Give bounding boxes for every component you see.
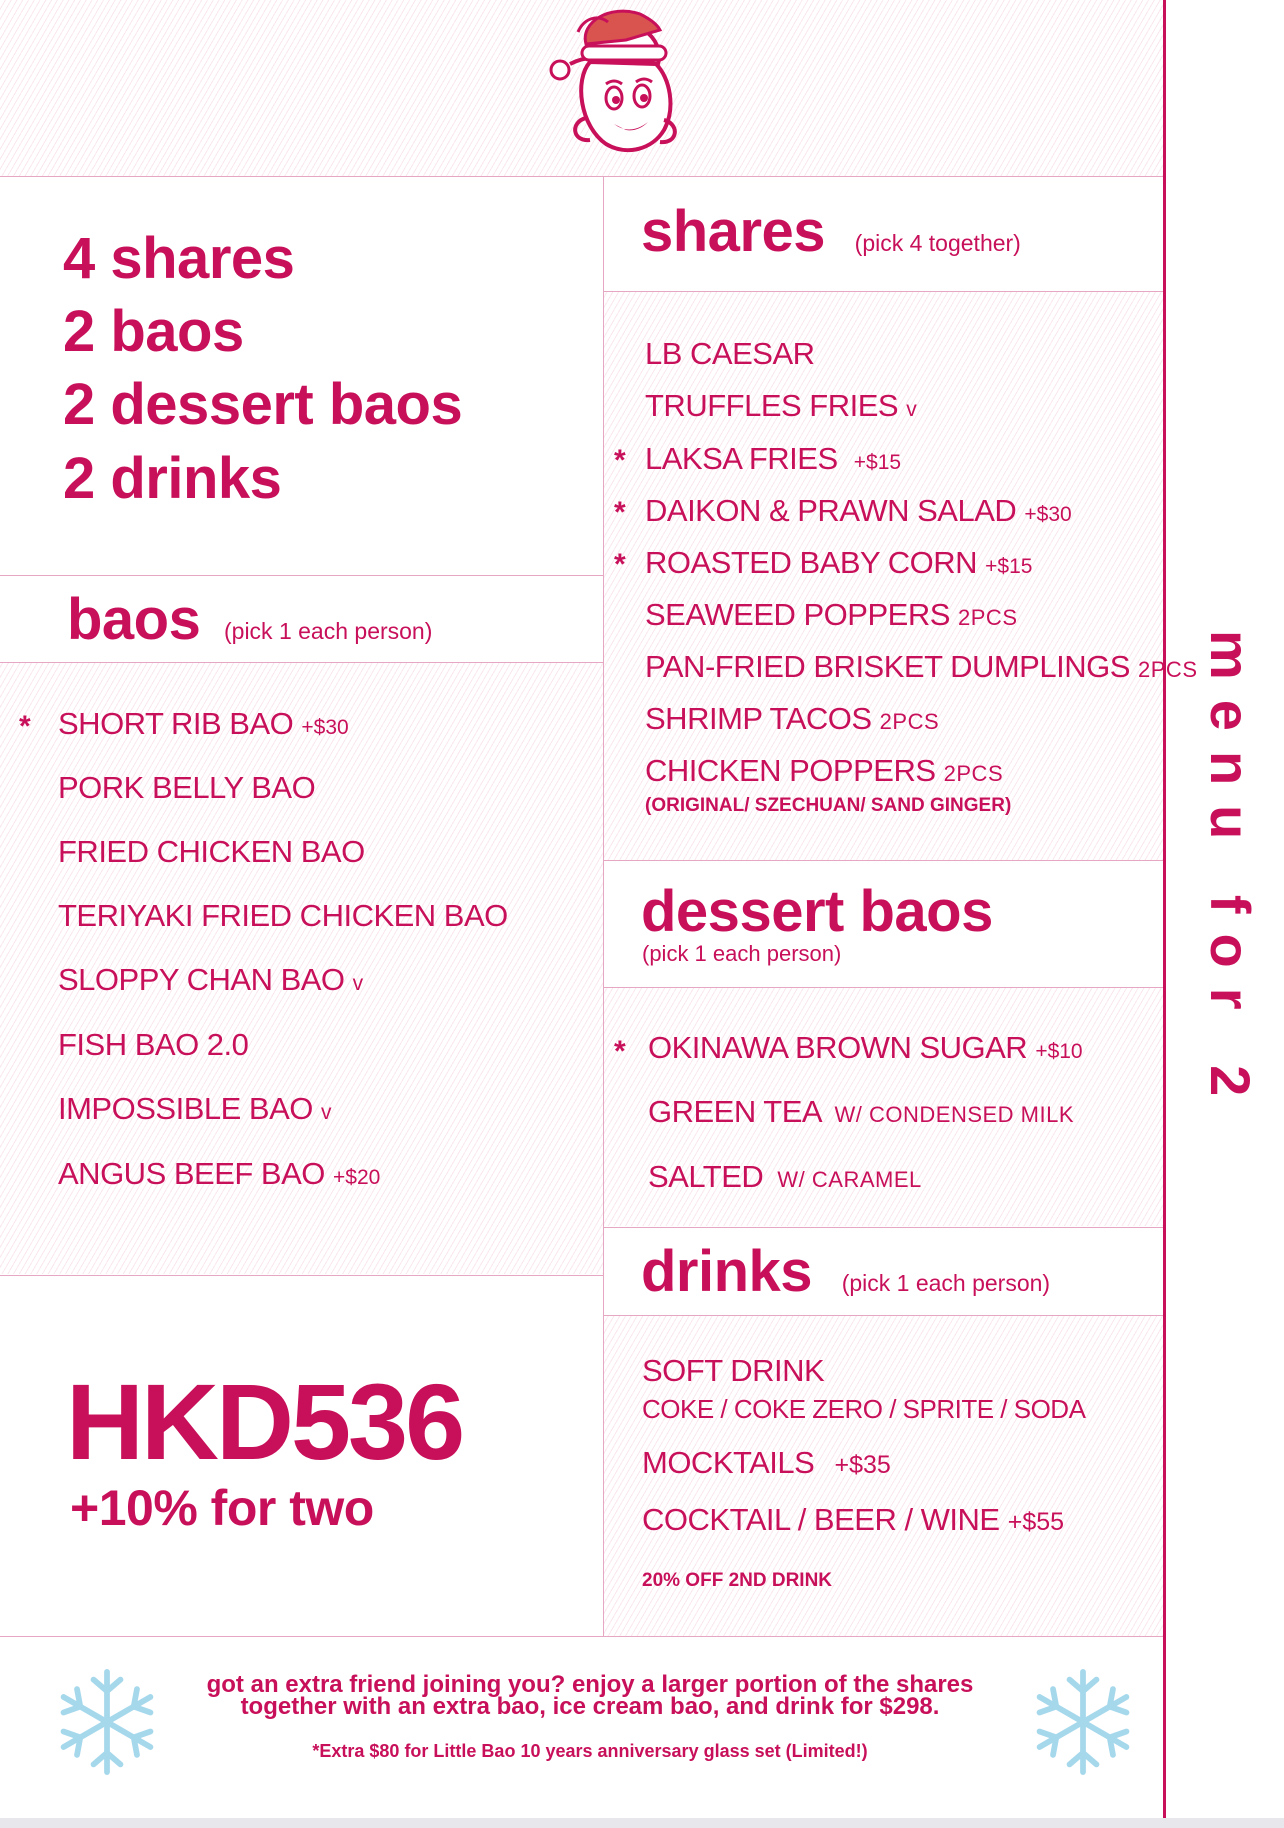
item-extra: +$55 (1007, 1508, 1065, 1536)
item-name: SALTED (648, 1159, 764, 1194)
menu-item (58, 1091, 332, 1127)
menu-item (645, 701, 939, 737)
menu-item (58, 706, 349, 742)
divider (603, 176, 604, 1636)
item-extra: v (906, 398, 917, 421)
item-extra: v (352, 972, 364, 995)
menu-item (645, 597, 1018, 633)
mascot-logo (540, 0, 690, 160)
star-marker: * (614, 548, 626, 581)
summary-drinks: 2 drinks (63, 446, 282, 511)
star-marker: * (614, 496, 626, 529)
menu-item (645, 493, 1072, 529)
menu-item (58, 1156, 380, 1192)
dessert-title: dessert baos (641, 879, 993, 944)
item-name: TRUFFLES FRIES (645, 388, 899, 423)
item-extra: 2PCS (879, 709, 940, 734)
menu-item (645, 441, 901, 477)
item-name: SHRIMP TACOS (645, 701, 872, 736)
baos-title: baos (67, 587, 201, 652)
item-name: ROASTED BABY CORN (645, 545, 978, 580)
menu-item (58, 834, 365, 870)
baos-note: (pick 1 each person) (224, 618, 433, 644)
divider (604, 1315, 1163, 1316)
shares-title: shares (641, 199, 826, 264)
drinks-title: drinks (641, 1239, 813, 1304)
item-name: DAIKON & PRAWN SALAD (645, 493, 1017, 528)
menu-item (642, 1445, 891, 1481)
item-name: MOCKTAILS (642, 1445, 815, 1480)
menu-item (648, 1159, 922, 1195)
divider (0, 176, 1163, 177)
divider (0, 575, 603, 576)
item-name: LB CAESAR (645, 336, 815, 371)
item-name: OKINAWA BROWN SUGAR (648, 1030, 1028, 1065)
item-name: COCKTAIL / BEER / WINE (642, 1502, 1000, 1537)
item-name: SHORT RIB BAO (58, 706, 294, 741)
item-name: IMPOSSIBLE BAO (58, 1091, 313, 1126)
item-name: ANGUS BEEF BAO (58, 1156, 325, 1191)
side-label: menu for 2 (1199, 630, 1262, 1117)
summary-baos: 2 baos (63, 299, 244, 364)
menu-item (645, 649, 1198, 685)
divider (604, 291, 1163, 292)
divider (604, 987, 1163, 988)
shares-heading (641, 200, 1021, 275)
menu-item (645, 545, 1032, 581)
price-suffix: +10% for two (70, 1480, 374, 1536)
item-name: FRIED CHICKEN BAO (58, 834, 365, 869)
item-extra: 2PCS (1138, 657, 1198, 682)
menu-item (642, 1502, 1064, 1538)
item-name: PORK BELLY BAO (58, 770, 316, 805)
baos-heading (67, 588, 432, 663)
item-extra: +$10 (1035, 1040, 1083, 1063)
item-extra: +$30 (301, 716, 349, 739)
bottom-strip (0, 1818, 1284, 1828)
menu-item (642, 1353, 824, 1389)
snowflake-icon (54, 1664, 160, 1780)
menu-item (58, 962, 363, 998)
divider (0, 1636, 1163, 1637)
price-amount: HKD536 (66, 1361, 463, 1482)
shares-note: (pick 4 together) (854, 230, 1021, 256)
drink-sub: COKE / COKE ZERO / SPRITE / SODA (642, 1394, 1086, 1424)
drinks-heading (641, 1240, 1050, 1315)
menu-item (58, 1027, 248, 1063)
item-extra: +$35 (834, 1451, 891, 1479)
menu-item (58, 898, 508, 934)
snowflake-icon (1030, 1664, 1136, 1780)
footer-note: *Extra $80 for Little Bao 10 years anniversary glass set (Limited!) (312, 1741, 868, 1761)
item-extra: +$30 (1024, 503, 1072, 526)
menu-item (58, 770, 315, 806)
item-name: CHICKEN POPPERS (645, 753, 936, 788)
item-name: TERIYAKI FRIED CHICKEN BAO (58, 898, 508, 933)
item-name: GREEN TEA (648, 1094, 821, 1129)
drink-offer: 20% OFF 2ND DRINK (642, 1570, 833, 1591)
item-extra: W/ CARAMEL (777, 1167, 922, 1192)
item-name: SEAWEED POPPERS (645, 597, 950, 632)
item-name: SOFT DRINK (642, 1353, 825, 1388)
item-extra: 2PCS (943, 761, 1004, 786)
item-name: LAKSA FRIES (645, 441, 838, 476)
menu-item (648, 1030, 1083, 1066)
menu-item (645, 753, 1003, 789)
item-name: FISH BAO 2.0 (58, 1027, 249, 1062)
side-border (1163, 0, 1166, 1818)
item-extra: v (321, 1101, 332, 1124)
item-extra: +$15 (985, 555, 1033, 578)
footer-line-2: together with an extra bao, ice cream bao, and drink for $298. (240, 1693, 940, 1720)
menu-item (648, 1094, 1074, 1130)
item-extra: 2PCS (958, 605, 1018, 630)
menu-item (645, 388, 917, 424)
item-name: PAN-FRIED BRISKET DUMPLINGS (645, 649, 1130, 684)
dessert-note: (pick 1 each person) (642, 941, 842, 966)
divider (0, 1275, 603, 1276)
item-extra: +$15 (853, 451, 902, 474)
star-marker: * (614, 1035, 626, 1068)
summary-shares: 4 shares (63, 226, 295, 291)
star-marker: * (614, 444, 626, 477)
divider (604, 860, 1163, 861)
divider (604, 1227, 1163, 1228)
chicken-options: (ORIGINAL/ SZECHUAN/ SAND GINGER) (645, 795, 1012, 816)
footer-line-1: got an extra friend joining you? enjoy a larger portion of the shares (206, 1671, 974, 1698)
item-extra: +$20 (333, 1166, 381, 1189)
drinks-note: (pick 1 each person) (841, 1270, 1051, 1296)
item-name: SLOPPY CHAN BAO (58, 962, 345, 997)
item-extra: W/ CONDENSED MILK (834, 1102, 1075, 1127)
menu-item (645, 336, 815, 372)
star-marker: * (19, 710, 31, 743)
summary-dessert-baos: 2 dessert baos (63, 372, 463, 437)
